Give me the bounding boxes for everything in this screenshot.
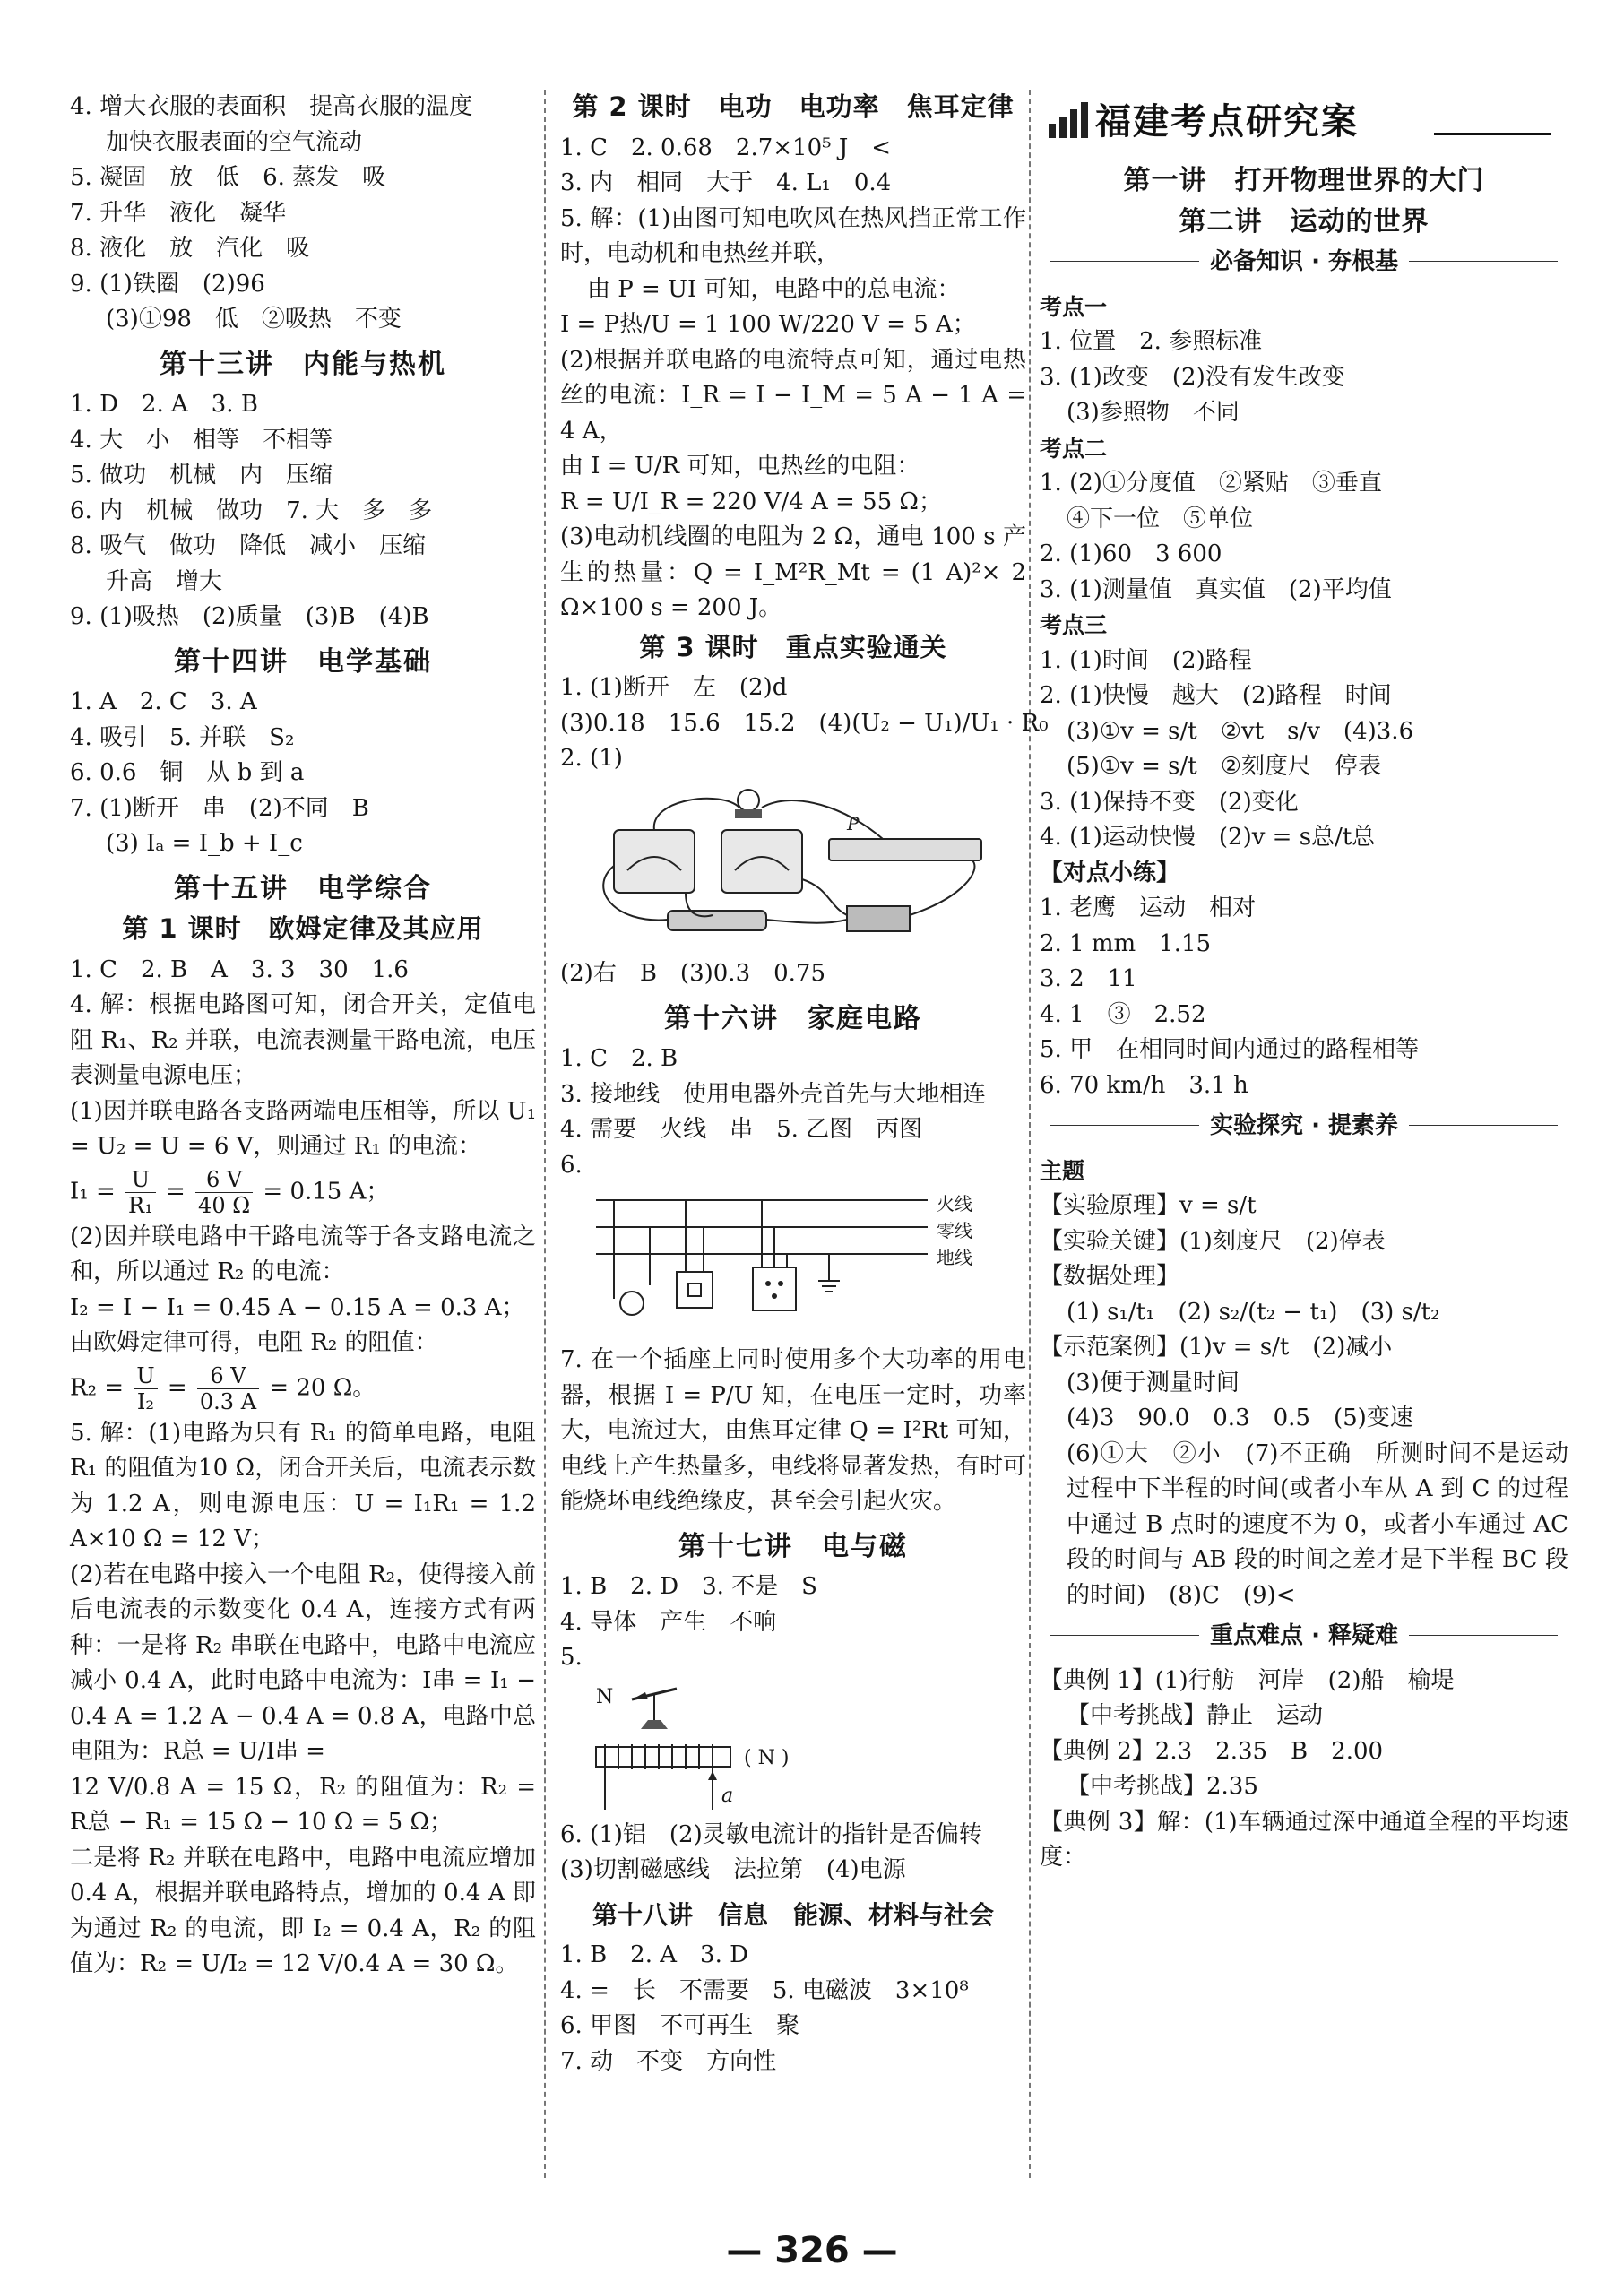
answer-line: 9. (1)铁圈 (2)96 xyxy=(70,270,265,298)
wire-label-ground: 地线 xyxy=(937,1247,972,1268)
answer-paragraph: (3)电动机线圈的电阻为 2 Ω，通电 100 s 产生的热量：Q = I_M²R_Mt = (1 A)²× 2 Ω×100 s = 200 J。 xyxy=(560,523,1026,621)
answer-line: 【示范案例】(1)v = s/t (2)减小 xyxy=(1040,1334,1393,1361)
answer-line: 升高 增大 xyxy=(106,567,223,595)
answer-line: 6. 0.6 铜 从 b 到 a xyxy=(70,759,305,786)
banner-text: 重点难点 · 释疑难 xyxy=(1210,1622,1398,1649)
answer-paragraph: (2)若在电路中接入一个电阻 R₂，使得接入前后电流表的示数变化 0.4 A，连接方式有两种：一是将 R₂ 串联在电路中，电路中电流应减小 0.4 A，此时电路中电流为：I串 = I₁ − 0.4 A = 1.2 A − 0.4 A = 0.8 A，电路中总电阻为：R总 = U/I串 = xyxy=(70,1560,536,1765)
answer-line: 1. (1)时间 (2)路程 xyxy=(1040,646,1252,674)
section-title: 第十五讲 电学综合 xyxy=(174,872,432,904)
answer-line: (3) Iₐ = I_b + I_c xyxy=(106,830,303,857)
formula-i1 xyxy=(70,1166,536,1218)
answer-paragraph: 12 V/0.8 A = 15 Ω，R₂ 的阻值为：R₂ = R总 − R₁ = 15 Ω − 10 Ω = 5 Ω； xyxy=(70,1773,536,1836)
answer-line: 3. (1)测量值 真实值 (2)平均值 xyxy=(1040,575,1392,603)
answer-line: 7. (1)断开 串 (2)不同 B xyxy=(70,794,369,822)
needle-n-label: N xyxy=(596,1685,614,1708)
answer-line: 4. 吸引 5. 并联 S₂ xyxy=(70,723,295,751)
chapter-header-title: 福建考点研究案 xyxy=(1095,101,1359,143)
answer-line: (1) s₁/t₁ (2) s₂/(t₂ − t₁) (3) s/t₂ xyxy=(1067,1298,1440,1326)
answer-line: 5. 甲 在相同时间内通过的路程相等 xyxy=(1040,1036,1420,1063)
section-title: 第十六讲 家庭电路 xyxy=(664,1002,922,1034)
circuit-figure xyxy=(560,781,1026,954)
answer-line: 6. (1)铝 (2)灵敏电流计的指针是否偏转 xyxy=(560,1820,982,1848)
answer-paragraph: (2)因并联电路中干路电流等于各支路电流之和，所以通过 R₂ 的电流： xyxy=(70,1223,536,1285)
answer-line: (3)①v = s/t ②vt s/v (4)3.6 xyxy=(1067,717,1414,745)
answer-line: 3. (1)保持不变 (2)变化 xyxy=(1040,788,1299,816)
answer-line: 1. B 2. A 3. D xyxy=(560,1941,748,1968)
answer-line: (2)右 B (3)0.3 0.75 xyxy=(560,960,826,987)
answer-line: 1. 老鹰 运动 相对 xyxy=(1040,895,1257,921)
answer-line: 1. B 2. D 3. 不是 S xyxy=(560,1573,817,1600)
answer-paragraph: 【典例 3】解：(1)车辆通过深中通道全程的平均速度： xyxy=(1040,1808,1568,1871)
answer-line: 8. 吸气 做功 降低 减小 压缩 xyxy=(70,532,427,559)
answer-line: 2. 1 mm 1.15 xyxy=(1040,929,1212,957)
electromagnet-diagram xyxy=(578,1680,901,1814)
column-right xyxy=(1040,160,1568,1876)
section-banner xyxy=(1040,1109,1568,1145)
fraction: $\frac{U}{\text{R₁}}$ xyxy=(125,1169,156,1216)
household-circuit-figure xyxy=(560,1187,1026,1339)
answer-line: 4. 1 ③ 2.52 xyxy=(1040,1000,1206,1028)
answer-line: (5)①v = s/t ②刻度尺 停表 xyxy=(1067,753,1382,780)
practice-heading: 【对点小练】 xyxy=(1040,859,1180,886)
answer-line: (3)参照物 不同 xyxy=(1067,399,1240,426)
fraction: $\frac{U}{\text{I₂}}$ xyxy=(134,1365,157,1413)
answer-line: (4)3 90.0 0.3 0.5 (5)变速 xyxy=(1067,1405,1413,1431)
lesson-title: 第 2 课时 电功 电功率 焦耳定律 xyxy=(572,91,1015,122)
answer-line: 由 I = U/R 可知，电热丝的电阻： xyxy=(560,453,920,480)
answer-line: 4. 需要 火线 串 5. 乙图 丙图 xyxy=(560,1116,923,1143)
answer-line: 7. 动 不变 方向性 xyxy=(560,2047,777,2075)
column-middle xyxy=(560,90,1049,2079)
answer-line: 2. (1) xyxy=(560,745,623,772)
answer-line: 6. 内 机械 做功 7. 大 多 多 xyxy=(70,497,433,524)
answer-paragraph: 二是将 R₂ 并联在电路中，电路中电流应增加 0.4 A，根据并联电路特点，增加的 0.4 A 即为通过 R₂ 的电流，即 I₂ = 0.4 A，R₂ 的阻值为：R₂ = U/I₂ = 12 V/0.4 A = 30 Ω。 xyxy=(70,1844,536,1977)
answer-line: 5. xyxy=(560,1644,583,1671)
fraction: $\frac{6 V}{40 \Omega}$ xyxy=(195,1169,253,1216)
answer-line: 【典例 2】2.3 2.35 B 2.00 xyxy=(1040,1737,1384,1765)
lecture-title: 第一讲 打开物理世界的大门 xyxy=(1123,165,1485,196)
electromagnet-figure xyxy=(560,1680,1026,1814)
pole-label: ( N ) xyxy=(744,1746,790,1769)
answer-line: 5. 凝固 放 低 6. 蒸发 吸 xyxy=(70,164,386,191)
fraction: $\frac{6 V}{0.3 A}$ xyxy=(197,1365,259,1413)
answer-line: 加快衣服表面的空气流动 xyxy=(106,128,363,156)
answer-line: R = U/I_R = 220 V/4 A = 55 Ω； xyxy=(560,488,942,515)
answer-paragraph: 5. 解：(1)由图可知电吹风在热风挡正常工作时，电动机和电热丝并联， xyxy=(560,204,1026,267)
answer-line: 6. 甲图 不可再生 聚 xyxy=(560,2012,800,2039)
kaodian-label: 考点二 xyxy=(1040,435,1108,462)
topic-label: 主题 xyxy=(1040,1157,1085,1184)
answer-paragraph: (6)①大 ②小 (7)不正确 所测时间不是运动过程中下半程的时间(或者小车从 A 到 C 的过程中通过 B 点时的速度不为 0，或者小车通过 AC 段的时间与 AB 段的时间之差才是下半程 BC 段的时间) (8)C (9)< xyxy=(1067,1439,1568,1609)
answer-line: 4. 导体 产生 不响 xyxy=(560,1608,777,1636)
answer-line: ④下一位 ⑤单位 xyxy=(1067,505,1254,532)
answer-line: 1. (1)断开 左 (2)d xyxy=(560,674,788,701)
lecture-title: 第二讲 运动的世界 xyxy=(1179,205,1430,238)
answer-line: 3. 接地线 使用电器外壳首先与大地相连 xyxy=(560,1080,987,1108)
kaodian-label: 考点三 xyxy=(1040,612,1108,638)
answer-line: 由 P = UI 可知，电路中的总电流： xyxy=(587,275,961,303)
answer-line: 5. 做功 机械 内 压缩 xyxy=(70,462,333,488)
answer-line: 【中考挑战】2.35 xyxy=(1067,1773,1258,1800)
section-banner xyxy=(1040,1619,1568,1655)
answer-line: 3. 2 11 xyxy=(1040,965,1137,992)
answer-line: 6. xyxy=(560,1151,583,1179)
answer-line: 1. D 2. A 3. B xyxy=(70,391,258,418)
answer-line: 1. C 2. B xyxy=(560,1045,678,1072)
formula-text: = 20 Ω。 xyxy=(269,1374,376,1401)
section-title: 第十四讲 电学基础 xyxy=(174,645,432,678)
wire-label-neutral: 零线 xyxy=(937,1220,972,1241)
answer-line: I₂ = I − I₁ = 0.45 A − 0.15 A = 0.3 A； xyxy=(70,1293,525,1321)
answer-line: (3)便于测量时间 xyxy=(1067,1369,1240,1396)
answer-paragraph: 7. 在一个插座上同时使用多个大功率的用电器，根据 I = P/U 知，在电压一定时，功率大，电流过大，由焦耳定律 Q = I²Rt 可知，电线上产生热量多，电线将显著发热，有时可能烧坏电线绝缘皮，甚至会引起火灾。 xyxy=(560,1346,1027,1515)
current-label: a xyxy=(721,1784,734,1807)
formula-text: I₁ = xyxy=(70,1178,116,1205)
answer-line: 【典例 1】(1)行舫 河岸 (2)船 榆堤 xyxy=(1040,1666,1455,1694)
banner-text: 必备知识 · 夯根基 xyxy=(1210,248,1398,275)
answer-line: (3)切割磁感线 法拉第 (4)电源 xyxy=(560,1856,906,1883)
section-title: 第十八讲 信息 能源、材料与社会 xyxy=(592,1899,994,1930)
lesson-title: 第 3 课时 重点实验通关 xyxy=(639,631,947,662)
answer-line: (3)0.18 15.6 15.2 (4)(U₂ − U₁)/U₁ · R₀ xyxy=(560,709,1049,737)
banner-text: 实验探究 · 提素养 xyxy=(1210,1112,1398,1139)
column-divider xyxy=(544,90,546,2178)
answer-line: 6. 70 km/h 3.1 h xyxy=(1040,1071,1248,1099)
answer-line: 7. 升华 液化 凝华 xyxy=(70,199,287,227)
answer-line: 1. C 2. B A 3. 3 30 1.6 xyxy=(70,955,409,983)
answer-line: 【中考挑战】静止 运动 xyxy=(1067,1702,1324,1729)
formula-text: R₂ = xyxy=(70,1374,125,1401)
answer-paragraph: 4. 解：根据电路图可知，闭合开关，定值电阻 R₁、R₂ 并联，电流表测量干路电流，电压表测量电源电压； xyxy=(70,991,536,1089)
answer-line: 1. A 2. C 3. A xyxy=(70,688,257,715)
header-rule xyxy=(1434,133,1551,135)
answer-paragraph: 5. 解：(1)电路为只有 R₁ 的简单电路，电阻 R₁ 的阻值为10 Ω，闭合开关后，电流表示数为 1.2 A，则电源电压：U = I₁R₁ = 1.2 A×10 Ω = 12 V； xyxy=(70,1419,536,1552)
page-number: — 326 — xyxy=(726,2230,898,2271)
svg-text:P: P xyxy=(847,812,860,834)
lesson-title: 第 1 课时 欧姆定律及其应用 xyxy=(122,913,484,944)
answer-line: 8. 液化 放 汽化 吸 xyxy=(70,235,310,262)
circuit-diagram xyxy=(560,781,1008,942)
answer-line: 3. (1)改变 (2)没有发生改变 xyxy=(1040,363,1345,391)
formula-r2 xyxy=(70,1362,536,1414)
answer-line: 4. = 长 不需要 5. 电磁波 3×10⁸ xyxy=(560,1976,969,2004)
answer-line: 3. 内 相同 大于 4. L₁ 0.4 xyxy=(560,169,892,196)
formula-text: = 0.15 A； xyxy=(263,1178,390,1205)
answer-line: 1. C 2. 0.68 2.7×10⁵ J < xyxy=(560,134,892,161)
formula-text: = xyxy=(165,1178,186,1205)
chapter-header xyxy=(1040,88,1568,152)
answer-line: 【实验原理】v = s/t xyxy=(1040,1192,1257,1219)
answer-paragraph: (2)根据并联电路的电流特点可知，通过电热丝的电流：I_R = I − I_M = 5 A − 1 A = 4 A， xyxy=(560,346,1026,445)
formula-text: = xyxy=(167,1374,187,1401)
answer-line: (3)①98 低 ②吸热 不变 xyxy=(106,306,402,333)
section-title: 第十七讲 电与磁 xyxy=(678,1530,908,1562)
answer-line: 2. (1)60 3 600 xyxy=(1040,540,1222,567)
answer-line: 1. 位置 2. 参照标准 xyxy=(1040,328,1263,355)
answer-paragraph: (1)因并联电路各支路两端电压相等，所以 U₁ = U₂ = U = 6 V，则通过 R₁ 的电流： xyxy=(70,1097,536,1160)
answer-line: 由欧姆定律可得，电阻 R₂ 的阻值： xyxy=(70,1329,438,1356)
kaodian-label: 考点一 xyxy=(1040,293,1108,320)
section-banner xyxy=(1040,245,1568,281)
answer-line: 9. (1)吸热 (2)质量 (3)B (4)B xyxy=(70,603,429,630)
column-divider xyxy=(1029,90,1031,2178)
answer-line: 2. (1)快慢 越大 (2)路程 时间 xyxy=(1040,682,1392,709)
answer-line: 【数据处理】 xyxy=(1040,1263,1180,1290)
answer-line: 4. 增大衣服的表面积 提高衣服的温度 xyxy=(70,93,473,120)
answer-line: 【实验关键】(1)刻度尺 (2)停表 xyxy=(1040,1227,1386,1255)
answer-line: 4. 大 小 相等 不相等 xyxy=(70,426,333,454)
answer-line: I = P热/U = 1 100 W/220 V = 5 A； xyxy=(560,311,976,338)
wire-label-live: 火线 xyxy=(937,1193,972,1215)
section-title: 第十三讲 内能与热机 xyxy=(160,348,446,380)
answer-line: 1. (2)①分度值 ②紧贴 ③垂直 xyxy=(1040,470,1382,497)
answer-line: 4. (1)运动快慢 (2)v = s总/t总 xyxy=(1040,824,1376,851)
column-left xyxy=(70,90,536,1983)
chart-icon xyxy=(1047,100,1090,140)
